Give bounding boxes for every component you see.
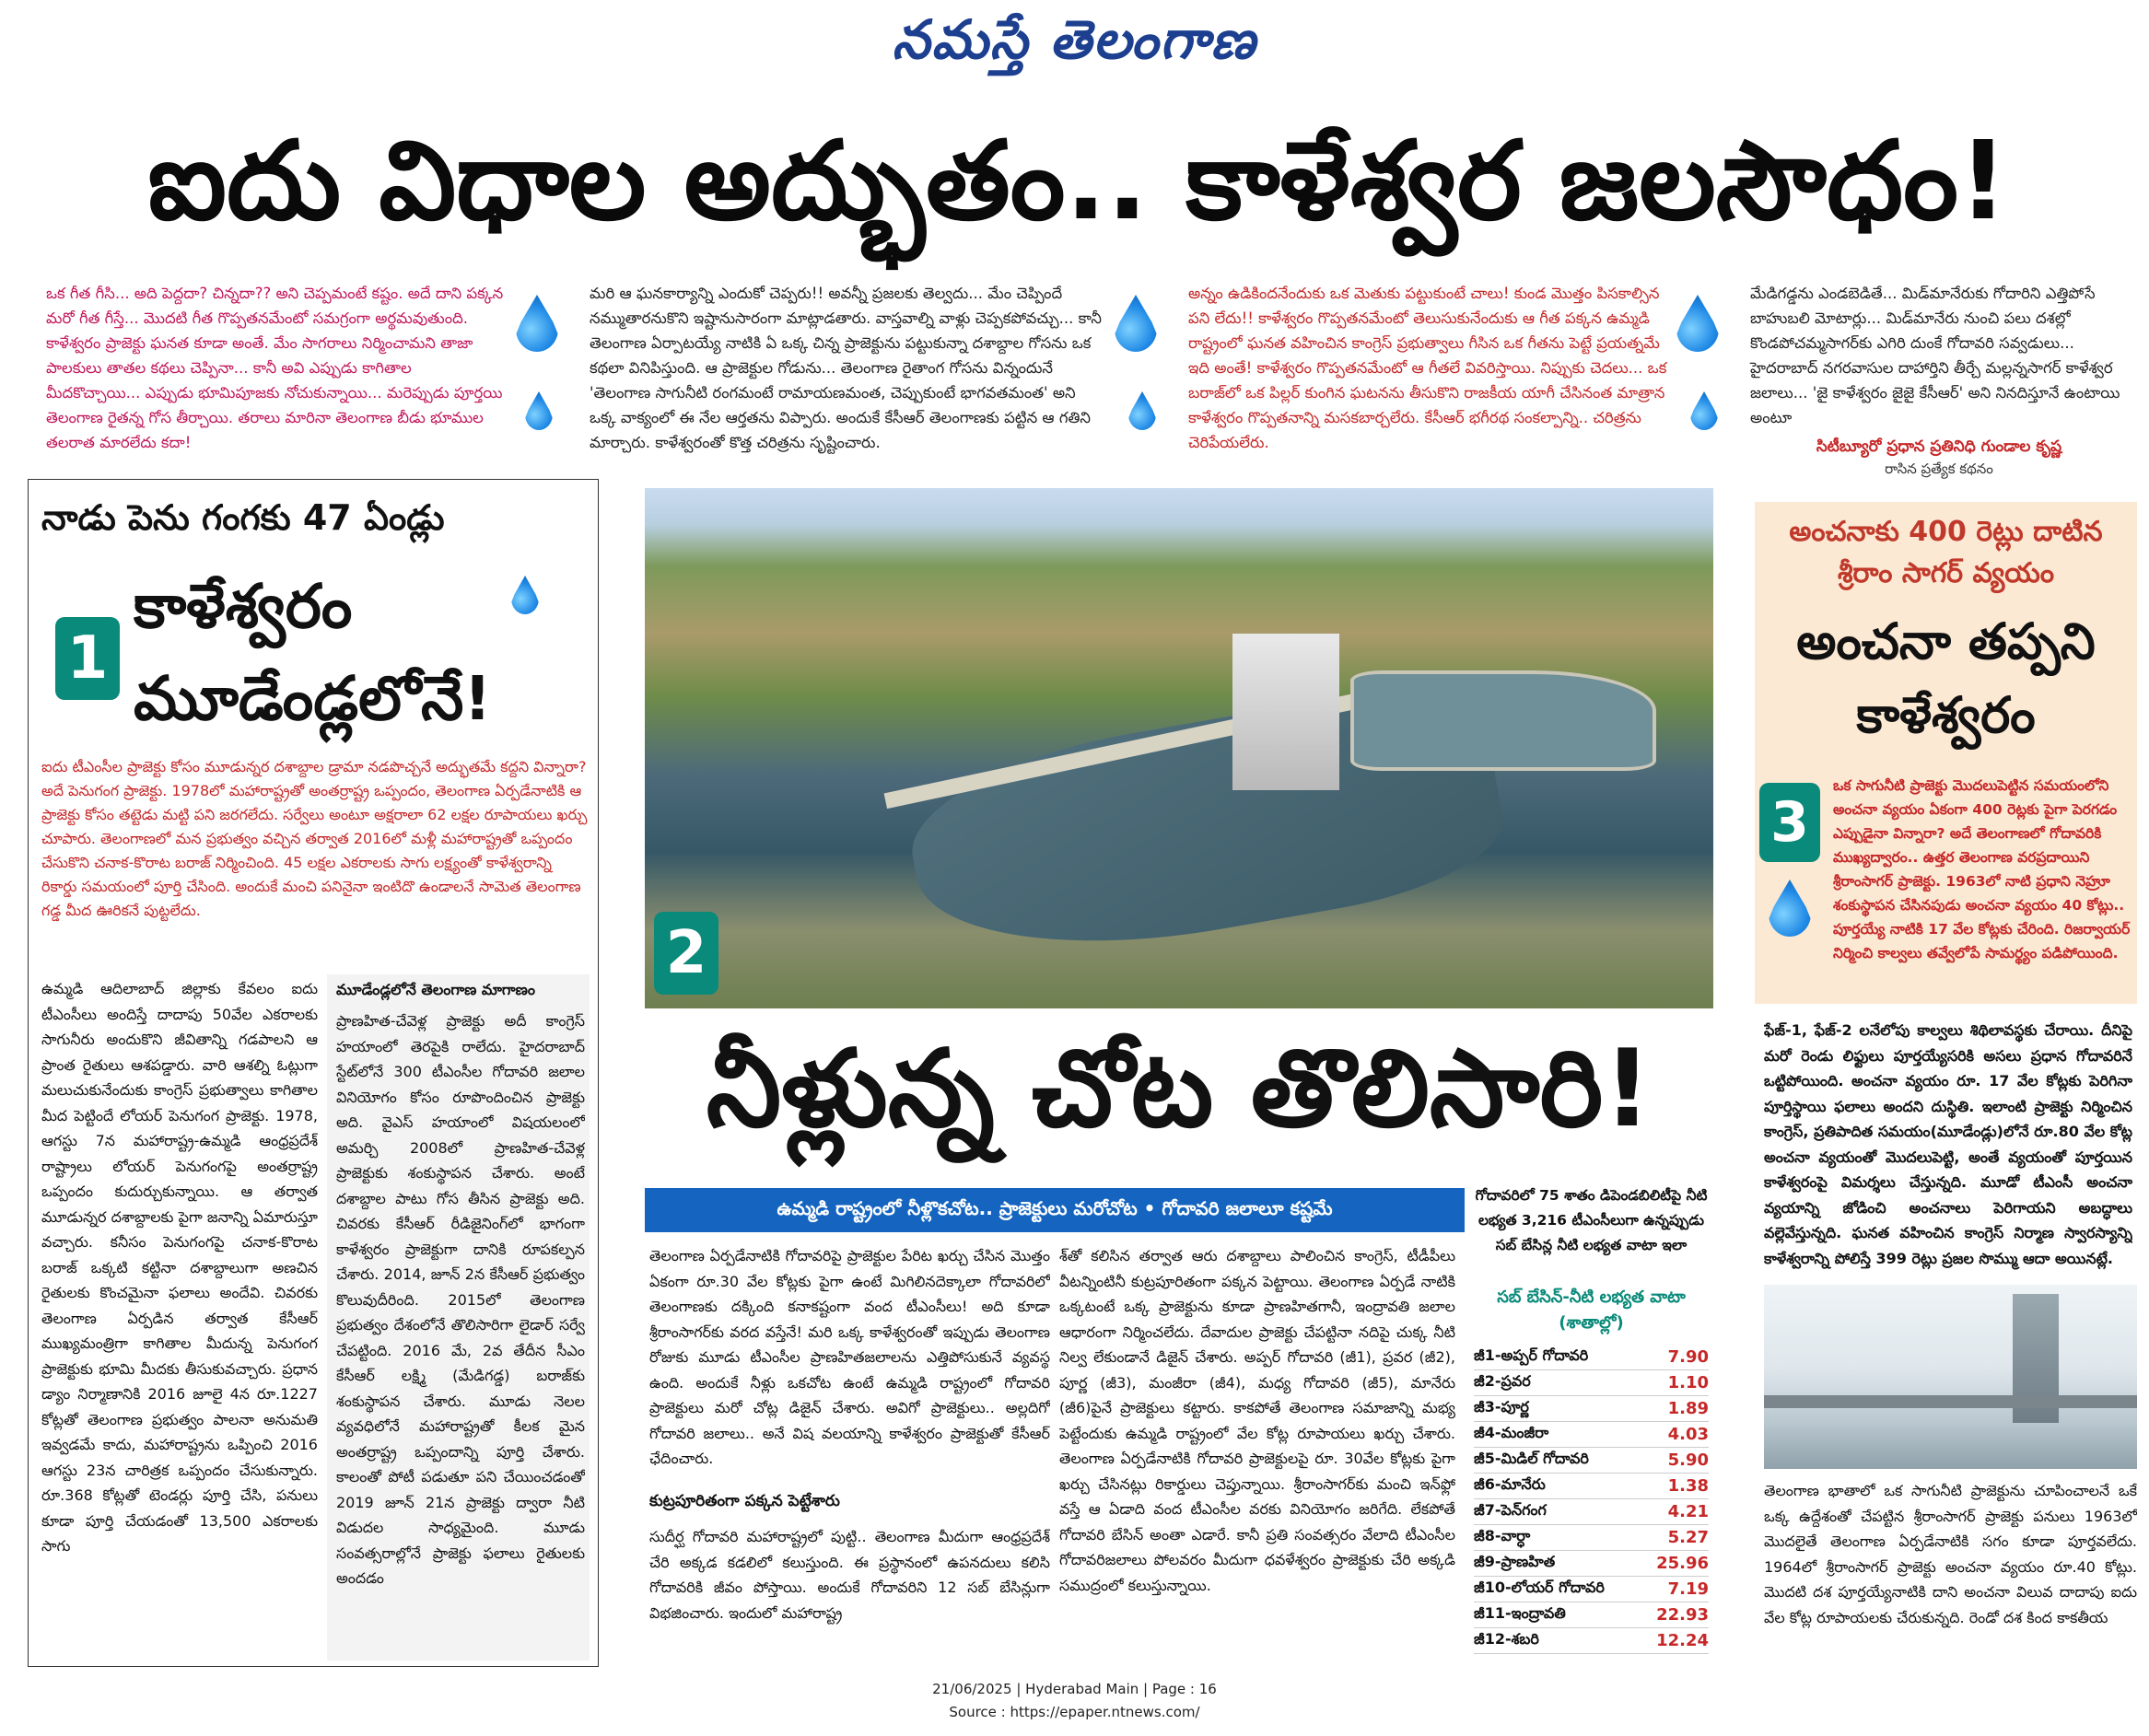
- table-row: [1474, 1525, 1709, 1551]
- sub-basin-name: జీ11-ఇంద్రావతి: [1474, 1604, 1566, 1622]
- water-drop-icon: [1128, 391, 1156, 430]
- sub-basin-value: 7.19: [1667, 1579, 1709, 1599]
- sub-basin-table: [1474, 1345, 1709, 1654]
- table-row: [1474, 1628, 1709, 1654]
- section-3-kicker-2: శ్రీరాం సాగర్ వ్యయం: [1837, 557, 2055, 589]
- sub-basin-value: 5.90: [1667, 1451, 1709, 1470]
- footer-source: Source : https://epaper.ntnews.com/: [949, 1704, 1200, 1720]
- sub-basin-value: 5.27: [1667, 1528, 1709, 1547]
- section-1-title-line2: మూడేండ్లలోనే!: [134, 663, 492, 734]
- barrage-photo: [645, 488, 1713, 1008]
- table-row: [1474, 1370, 1709, 1396]
- section-2-col-a: తెలంగాణ ఏర్పడేనాటికి గోదావరిపై ప్రాజెక్టుల పేరిట ఖర్చు చేసిన మొత్తం ఏకంగా రూ.30 వేల కోట్లకు పైగా ఉంటే మిగిలినదెక్కాలా గోదావరిలో తెలంగాణకు దక్కింది కనాకష్టంగా వంద టీఎంసీలు! అది కూడా శ్రీరాంసాగర్‌కు వరద వస్తేనే! మరి ఒక్క కాళేశ్వరంతో ఇప్పుడు తెలంగాణ రోజుకు మూడు టీఎంసీల ప్రాణహితజలాలను ఎత్తిపోసుకునే వ్యవస్థ ఉంది. అందుకే నీళ్లు ఒకచోట ఉంటే ఉమ్మడి రాష్ట్రంలో గోదావరి ప్రాజెక్టులు మరో చోట్ల డిజైన్ చేశారు. అవిగో ప్రాజెక్టులు.. అల్లదిగో గోదావరి జలాలు.. అనే విష వలయాన్ని కాళేశ్వరం ప్రాజెక్టుతో కేసీఆర్ ఛేదించారు.: [649, 1247, 1050, 1467]
- water-drop-icon: [1676, 295, 1719, 352]
- table-row: [1474, 1499, 1709, 1525]
- sub-basin-name: జీ4-మంజీరా: [1474, 1424, 1549, 1441]
- sub-basin-name: జీ8-వార్ధా: [1474, 1527, 1531, 1544]
- sub-basin-name: జీ3-పూర్ణ: [1474, 1398, 1529, 1416]
- sub-basin-value: 22.93: [1656, 1605, 1709, 1625]
- intro-col-1: ఒక గీత గీసి... అది పెద్దదా? చిన్నదా?? అని చెప్పమంటే కష్టం. అదే దాని పక్కన మరో గీత గీస్తే... మొదటి గీత గొప్పతనమేంటో సమగ్రంగా అర్థమవుతుంది. కాళేశ్వరం ప్రాజెక్టు ఘనత కూడా అంతే. మేం సాగరాలు నిర్మించామని తాజా పాలకులు తాతల కథలు చెప్పినా... కానీ అవి ఎప్పుడు కాగితాల మీదకొచ్చాయి... ఎప్పుడు భూమిపూజకు నోచుకున్నాయి... మరెప్పుడు పూర్తయి తెలంగాణ రైతన్న గోస తీర్చాయి. తరాలు మారినా తెలంగాణ బీడు భూముల తలరాత మారలేదు కదా!: [46, 285, 504, 451]
- section-3-title-line1: అంచనా తప్పని: [1796, 612, 2096, 670]
- sub-basin-value: 1.38: [1667, 1476, 1709, 1496]
- section-1-sub-head: మూడేండ్లలోనే తెలంగాణ మాగాణం: [336, 981, 535, 998]
- section-2-title: నీళ్లున్న చోట తొలిసారి!: [706, 1027, 1653, 1151]
- section-1-number: 1: [55, 617, 120, 700]
- sub-basin-name: జీ7-పెన్‌గంగ: [1474, 1501, 1547, 1519]
- section-2-banner: ఉమ్మడి రాష్ట్రంలో నీళ్లొకచోట.. ప్రాజెక్టులు మరోచోట • గోదావరి జలాలూ కష్టమే: [645, 1188, 1465, 1232]
- section-3-lead: ఒక సాగునీటి ప్రాజెక్టు మొదలుపెట్టిన సమయంలోని అంచనా వ్యయం ఏకంగా 400 రెట్లకు పైగా పెరగడం ఎప్పుడైనా విన్నారా? అదే తెలంగాణలో గోదావరికి ముఖ్యద్వారం.. ఉత్తర తెలంగాణ వరప్రదాయిని శ్రీరాంసాగర్ ప్రాజెక్టు. 1963లో నాటి ప్రధాని నెహ్రూ శంకుస్థాపన చేసినపుడు అంచనా వ్యయం 40 కోట్లు.. పూర్తయ్యే నాటికి 17 వేల కోట్లకు చేరింది. రిజర్వాయర్ నిర్మించి కాల్వలు తవ్వేలోపే సామర్థ్యం పడిపోయింది.: [1833, 777, 2131, 961]
- section-3-body-b: తెలంగాణ భాతాలో ఒక సాగునీటి ప్రాజెక్టును చూపించాలనే ఒకే ఒక్క ఉద్దేశంతో చేపట్టిన శ్రీరాంసాగర్ ప్రాజెక్టు పనులు 1963లో మొదలైతే తెలంగాణ ఏర్పడేనాటికి సగం కూడా పూర్తవలేదు. 1964లో శ్రీరాంసాగర్ ప్రాజెక్టు అంచనా వ్యయం రూ.40 కోట్లు. మొదటి దశ పూర్తయ్యేనాటికి దాని అంచనా విలువ దాదాపు ఐదు వేల కోట్ల రూపాయలకు చేరుకున్నది. రెండో దశ కింద కాకతీయ: [1764, 1482, 2137, 1626]
- section-2-col-a2: సుదీర్ఘ గోదావరి మహారాష్ట్రలో పుట్టి.. తెలంగాణ మీదుగా ఆంధ్రప్రదేశ్ చేరి అక్కడ కడలిలో కలుస్తుంది. ఈ ప్రస్థానంలో ఉపనదులు కలిసి గోదావరికి జీవం పోస్తాయి. అందుకే గోదావరిని 12 సబ్ బేసిన్లుగా విభజించారు. ఇందులో మహారాష్ట్ర: [649, 1528, 1050, 1622]
- table-title: సబ్ బేసిన్-నీటి లభ్యత వాటా (శాతాల్లో): [1497, 1287, 1686, 1333]
- byline-sub: రాసిన ప్రత్యేక కథనం: [1885, 460, 1993, 477]
- section-3-number: 3: [1759, 783, 1820, 862]
- sub-basin-value: 1.89: [1667, 1399, 1709, 1418]
- water-drop-icon: [1115, 295, 1157, 352]
- sub-basin-value: 4.03: [1667, 1425, 1709, 1444]
- table-row: [1474, 1577, 1709, 1602]
- table-row: [1474, 1551, 1709, 1577]
- table-row: [1474, 1602, 1709, 1628]
- intro-col-3: అన్నం ఉడికిందనేందుకు ఒక మెతుకు పట్టుకుంటే చాలు! కుండ మొత్తం పిసకాల్సిన పని లేదు!! కాళేశ్వరం గొప్పతనమేంటో తెలుసుకునేందుకు ఆ గీత పక్కన ఉమ్మడి రాష్ట్రంలో ఘనత వహించిన కాంగ్రెస్ ప్రభుత్వాలు గీసిన ఒక గీతను పెట్టే ప్రయత్నమే ఇది అంతే! కాళేశ్వరం గొప్పతనమేంటో ఆ గీతలే వివరిస్తాయి. నిప్పుకు చెదలు... ఒక బరాజ్‌లో ఒక పిల్లర్ కుంగిన ఘటనను తీసుకొని రాజకీయ యాగీ చేసినంత మాత్రాన కాళేశ్వరం గొప్పతనాన్ని మసకబార్చలేరు. కేసీఆర్ భగీరథ సంకల్పాన్ని.. చరిత్రను చెరిపేయలేరు.: [1188, 285, 1667, 451]
- sub-basin-value: 25.96: [1656, 1554, 1709, 1573]
- section-1-title-line1: కాళేశ్వరం: [134, 571, 353, 642]
- sub-basin-name: జీ12-శబరి: [1474, 1630, 1539, 1648]
- table-row: [1474, 1422, 1709, 1448]
- table-intro: గోదావరిలో 75 శాతం డిపెండబిలిటీపై నీటి లభ్యత 3,216 టీఎంసీలుగా ఉన్నప్పుడు సబ్ బేసిన్ల నీటి లభ్యత వాటా ఇలా: [1475, 1187, 1708, 1253]
- section-2-sub-head: కుట్రపూరితంగా పక్కన పెట్టేశారు: [649, 1492, 840, 1510]
- sub-basin-name: జీ9-ప్రాణహిత: [1474, 1553, 1556, 1570]
- section-1-kicker: నాడు పెను గంగకు 47 ఏండ్లు: [41, 497, 445, 538]
- water-drop-icon: [516, 295, 558, 352]
- section-2-col-b: శ్‌తో కలిసిన తర్వాత ఆరు దశాబ్దాలు పాలించిన కాంగ్రెస్, టీడీపీలు వీటన్నింటినీ కుట్రపూరితంగా పక్కన పెట్టాయి. తెలంగాణ ఏర్పడే నాటికి ఒక్కటంటే ఒక్క ప్రాజెక్టును కూడా ప్రాణహితగానీ, ఇంద్రావతి జలాల ఆధారంగా నిర్మించలేదు. దేవాదుల ప్రాజెక్టు చేపట్టినా నదిపై చుక్క నీటి నిల్వ లేకుండానే డిజైన్ చేశారు. అప్పర్ గోదావరి (జీ1), ప్రవర (జీ2), పూర్ణ (జీ3), మంజీరా (జీ4), మధ్య గోదావరి (జీ5), మానేరు (జీ6)పైనే ప్రాజెక్టులు కట్టారు. కాకపోతే తెలంగాణ సమాజాన్ని మభ్య పెట్టేందుకు ఉమ్మడి రాష్ట్రంలో వేల కోట్ల రూపాయలు ఖర్చు చేశారు. తెలంగాణ ఏర్పడేనాటికి గోదావరి ప్రాజెక్టులపై రూ. 30వేల కోట్లకు పైగా ఖర్చు చేసినట్లు రికార్డులు చెప్తున్నాయి. శ్రీరాంసాగర్‌కు మంచి ఇన్‌ఫ్లో వస్తే ఆ ఏడాది వంద టీఎంసీల వరకు వినియోగం జరిగేది. లేకపోతే గోదావరి బేసిన్ అంతా ఎడారే. కానీ ప్రతి సంవత్సరం వేలాది టీఎంసీల గోదావరిజలాలు పోలవరం మీదుగా ధవళేశ్వరం ప్రాజెక్టుకు చేరి అక్కడి సముద్రంలో కలుస్తున్నాయి.: [1059, 1247, 1455, 1594]
- dam-photo: [1764, 1285, 2137, 1469]
- section-2-number: 2: [654, 912, 718, 995]
- section-3-title-line2: కాళేశ్వరం: [1856, 686, 2036, 744]
- intro-col-4: మేడిగడ్డను ఎండబెడితే... మిడ్‌మానేరుకు గోదారిని ఎత్తిపోసే బాహుబలి మోటార్లు... మిడ్‌మానేరు నుంచి పలు దశల్లో కొండపోచమ్మసాగర్‌కు ఎగిరి దుంకే గోదావరి సవ్వడులు... హైదరాబాద్ నగరవాసుల దాహార్తిని తీర్చే మల్లన్నసాగర్ కాళేశ్వర జలాలు... 'జై కాళేశ్వరం జైజై కేసీఆర్' అని నినదిస్తూనే ఉంటాయి అంటూ: [1750, 285, 2120, 426]
- footer-date: 21/06/2025 | Hyderabad Main | Page : 16: [932, 1681, 1217, 1697]
- sub-basin-name: జీ6-మానేరు: [1474, 1475, 1546, 1493]
- sub-basin-value: 1.10: [1667, 1373, 1709, 1392]
- byline: సిటీబ్యూరో ప్రధాన ప్రతినిధి గుండాల కృష్ణ: [1816, 437, 2062, 456]
- section-1-body-b: ప్రాణహిత-చేవెళ్ల ప్రాజెక్టు అదీ కాంగ్రెస్ హయాంలో తెరపైకి రాలేదు. హైదరాబాద్ స్టేట్‌లోనే 300 టీఎంసీల గోదావరి జలాల వినియోగం కోసం రూపొందించిన ప్రాజెక్టు అది. వైఎస్ హయాంలో విషయలంలో అమర్చి 2008లో ప్రాణహిత-చేవెళ్ల ప్రాజెక్టుకు శంకుస్థాపన చేశారు. అంటే దశాబ్దాల పాటు గోస తీసిన ప్రాజెక్టు అది. చివరకు కేసీఆర్ రీడిజైనింగ్‌లో భాగంగా కాళేశ్వరం ప్రాజెక్టుగా దానికి రూపకల్పన చేశారు. 2014, జూన్ 2న కేసీఆర్ ప్రభుత్వం కొలువుదీరింది. 2015లో తెలంగాణ ప్రభుత్వం దేశంలోనే తొలిసారిగా లైడార్ సర్వే చేపట్టింది. 2016 మే, 2వ తేదీన సీఎం కేసీఆర్ లక్ష్మి (మేడిగడ్డ) బరాజ్‌కు శంకుస్థాపన చేశారు. మూడు నెలల వ్యవధిలోనే మహారాష్ట్రతో కీలక మైన అంతర్రాష్ట్ర ఒప్పందాన్ని పూర్తి చేశారు. కాలంతో పోటీ పడుతూ పని చేయించడంతో 2019 జూన్ 21న ప్రాజెక్టు ద్వారా నీటి విడుదల సాధ్యమైంది. మూడు సంవత్సరాల్లోనే ప్రాజెక్టు ఫలాలు రైతులకు అందడం: [336, 1012, 585, 1587]
- table-row: [1474, 1396, 1709, 1422]
- masthead: [0, 0, 2149, 92]
- section-1-lead: ఐదు టీఎంసీల ప్రాజెక్టు కోసం మూడున్నర దశాబ్దాల డ్రామా నడపొచ్చనే అద్భుతమే కద్దని విన్నారా? అదే పెనుగంగ ప్రాజెక్టు. 1978లో మహారాష్ట్రతో అంతర్రాష్ట్ర ఒప్పందం, తెలంగాణ ఏర్పడేనాటికి ఆ ప్రాజెక్టు కోసం తట్టెడు మట్టి పని జరగలేదు. సర్వేలు అంటూ అక్షరాలా 62 లక్షల రూపాయలు ఖర్చు చూపారు. తెలంగాణలో మన ప్రభుత్వం వచ్చిన తర్వాత 2016లో మళ్లీ మహారాష్ట్రతో ఒప్పందం చేసుకొని చనాక-కొరాట బరాజ్ నిర్మించింది. 45 లక్షల ఎకరాలకు సాగు లక్ష్యంతో కాళేశ్వరాన్ని రికార్డు సమయంలో పూర్తి చేసింది. అందుకే మంచి పనినైనా ఇంటిదొ ఉండాలనే సామెత తెలంగాణ గడ్డ మీద ఊరికనే పుట్టలేదు.: [41, 758, 588, 919]
- table-row: [1474, 1345, 1709, 1370]
- newspaper-title: నమస్తే తెలంగాణ: [892, 7, 1257, 71]
- table-row: [1474, 1474, 1709, 1499]
- sub-basin-name: జీ10-లోయర్ గోదావరి: [1474, 1579, 1605, 1596]
- sub-basin-value: 12.24: [1656, 1631, 1709, 1650]
- water-drop-icon: [525, 391, 553, 430]
- section-1-body-a: ఉమ్మడి ఆదిలాబాద్ జిల్లాకు కేవలం ఐదు టీఎంసీలు అందిస్తే దాదాపు 50వేల ఎకరాలకు సాగునీరు అందుకొని జీవితాన్ని గడపాలని ఆ ప్రాంత రైతులు ఆశపడ్డారు. వారి ఆశల్ని ఓట్లుగా మలుచుకునేందుకు కాంగ్రెస్ ప్రభుత్వాలు కాగితాల మీద పెట్టిందే లోయర్ పెనుగంగ ప్రాజెక్టు. 1978, ఆగస్టు 7న మహారాష్ట్ర-ఉమ్మడి ఆంధ్రప్రదేశ్ రాష్ట్రాలు లోయర్ పెనుగంగపై అంతర్రాష్ట్ర ఒప్పందం కుదుర్చుకున్నాయి. ఆ తర్వాత మూడున్నర దశాబ్దాలకు పైగా జనాన్ని ఏమారుస్తూ వచ్చారు. కనీసం పెనుగంగపై చనాక-కొరాట బరాజ్ ఒక్కటి కట్టినా దశాబ్దాలుగా అణచిన రైతులకు కొంచమైనా ఫలాలు అందేవి. చివరకు తెలంగాణ ఏర్పడిన తర్వాత కేసీఆర్ ముఖ్యమంత్రిగా కాగితాల మీదున్న పెనుగంగ ప్రాజెక్టుకు భూమి మీదకు తీసుకువచ్చారు. ప్రధాన డ్యాం నిర్మాణానికి 2016 జూలై 4న రూ.1227 కోట్లతో తెలంగాణ ప్రభుత్వం పాలనా అనుమతి ఇవ్వడమే కాదు, మహారాష్ట్రను ఒప్పించి 2016 ఆగస్టు 23న చారిత్రక ఒప్పందం చేసుకున్నారు. రూ.368 కోట్లతో టెండర్లు పూర్తి చేసి, పనులు కూడా పూర్తి చేయడంతో 13,500 ఎకరాలకు సాగు: [41, 980, 318, 1555]
- table-row: [1474, 1448, 1709, 1474]
- sub-basin-name: జీ2-ప్రవర: [1474, 1372, 1531, 1390]
- water-drop-icon: [1690, 391, 1718, 430]
- sub-basin-value: 7.90: [1667, 1347, 1709, 1367]
- sub-basin-value: 4.21: [1667, 1502, 1709, 1521]
- section-3-kicker-1: అంచనాకు 400 రెట్లు దాటిన: [1789, 516, 2103, 548]
- intro-col-2: మరి ఆ ఘనకార్యాన్ని ఎందుకో చెప్పరు!! అవన్నీ ప్రజలకు తెల్వదు... మేం చెప్పిందే నమ్ముతారనుకొని ఇష్టానుసారంగా మాట్లాడతారు. వాస్తవాల్ని వాళ్లు చెప్పకపోవచ్చు... కానీ తెలంగాణ ఏర్పాటయ్యే నాటికి ఏ ఒక్క చిన్న ప్రాజెక్టును పట్టుకున్నా దశాబ్దాల గోసను ఒక కథలా వినిపిస్తుంది. ఆ ప్రాజెక్టుల గోడును... తెలంగాణ రైతాంగ గోసను విన్నందునే 'తెలంగాణ సాగునీటి రంగమంటే రామాయణమంత, చెప్పుకుంటే భాగవతమంత' అని ఒక్క వాక్యంలో ఈ నేల ఆర్తతను విప్పారు. అందుకే కేసీఆర్ తెలంగాణకు పట్టిన ఆ గతిని మార్చారు. కాళేశ్వరంతో కొత్త చరిత్రను సృష్టించారు.: [590, 285, 1102, 451]
- main-headline: ఐదు విధాల అద్భుతం.. కాళేశ్వర జలసౌధం!: [147, 116, 2008, 244]
- sub-basin-name: జీ5-మిడిల్ గోదావరి: [1474, 1450, 1589, 1467]
- sub-basin-name: జీ1-అప్పర్ గోదావరి: [1474, 1346, 1589, 1364]
- section-3-body-a: ఫేజ్-1, ఫేజ్-2 లనేలోపు కాల్వలు శిథిలావస్థకు చేరాయి. దీనిపై మరో రెండు లిఫ్టులు పూర్తయ్యేసరికి అసలు ప్రధాన గోదావరినే ఒట్టిపోయింది. అంచనా వ్యయం రూ. 17 వేల కోట్లకు పెరిగినా పూర్తిస్థాయి ఫలాలు అందని దుస్థితి. ఇలాంటి ప్రాజెక్టు నిర్మించిన కాంగ్రెస్, ప్రతిపాదిత సమయం(మూడేండ్లు)లోనే రూ.80 వేల కోట్ల అంచనా వ్యయంతో మొదలుపెట్టి, అంతే వ్యయంతో పూర్తయిన కాళేశ్వరంపై విమర్శలు చేస్తున్నది. మూడో టీఎంసీ అంచనా వ్యయాన్ని జోడించి అంచనాలు పెరిగాయని అబద్ధాలు వల్లెవేస్తున్నది. ఘనత వహించిన కాంగ్రెస్ నిర్మాణ స్వారస్యాన్ని కాళేశ్వరాన్ని పోలిస్తే 399 రెట్లు ప్రజల సొమ్ము ఆదా అయినట్లే.: [1764, 1021, 2132, 1267]
